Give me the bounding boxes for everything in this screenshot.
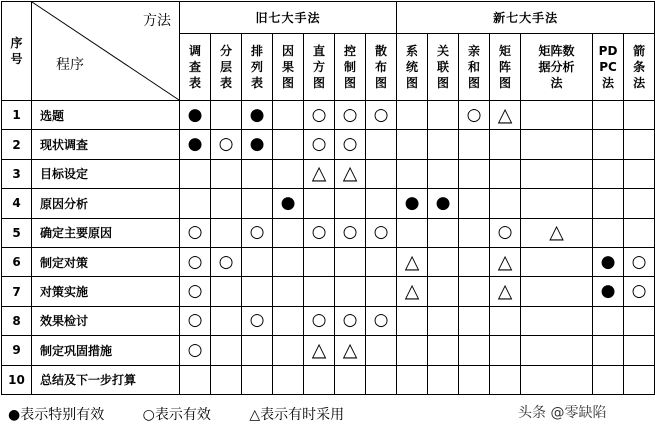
sometimes-mark: △	[497, 103, 513, 126]
header-row-groups	[2, 2, 655, 34]
matrix-cell	[593, 247, 624, 276]
effective-mark: ○	[311, 134, 327, 155]
tool-header-12: 矩阵数 据分析 法	[521, 34, 593, 101]
matrix-cell	[211, 159, 242, 188]
matrix-cell	[180, 189, 211, 218]
effective-mark: ○	[311, 104, 327, 125]
matrix-cell	[397, 247, 428, 276]
matrix-cell	[304, 101, 335, 130]
matrix-cell	[180, 365, 211, 394]
matrix-cell	[273, 218, 304, 247]
matrix-cell	[180, 336, 211, 365]
matrix-cell	[304, 189, 335, 218]
matrix-cell	[366, 365, 397, 394]
matrix-cell	[180, 306, 211, 335]
matrix-cell	[593, 218, 624, 247]
matrix-cell	[366, 306, 397, 335]
matrix-cell	[593, 130, 624, 159]
matrix-cell	[397, 189, 428, 218]
matrix-cell	[521, 365, 593, 394]
matrix-cell	[273, 130, 304, 159]
process-step: 选题	[32, 101, 180, 130]
matrix-cell	[459, 101, 490, 130]
matrix-cell	[593, 365, 624, 394]
matrix-cell	[624, 306, 655, 335]
matrix-cell	[459, 247, 490, 276]
sometimes-mark: △	[549, 221, 564, 244]
table-row	[2, 306, 655, 335]
matrix-cell	[624, 159, 655, 188]
matrix-cell	[273, 189, 304, 218]
matrix-cell	[366, 101, 397, 130]
matrix-cell	[428, 336, 459, 365]
matrix-cell	[335, 306, 366, 335]
table-row	[2, 336, 655, 365]
very-effective-mark: ●	[187, 104, 203, 125]
matrix-cell	[593, 306, 624, 335]
tool-header-2: 分 层 表	[211, 34, 242, 101]
matrix-cell	[211, 306, 242, 335]
matrix-cell	[180, 247, 211, 276]
tool-header-13: PD PC 法	[593, 34, 624, 101]
effective-mark: ○	[187, 281, 203, 302]
effective-mark: ○	[218, 251, 234, 272]
matrix-cell	[521, 277, 593, 306]
matrix-cell	[521, 159, 593, 188]
matrix-cell	[273, 159, 304, 188]
matrix-cell	[211, 277, 242, 306]
effective-mark: ○	[342, 310, 358, 331]
matrix-cell	[624, 336, 655, 365]
matrix-cell	[490, 336, 521, 365]
row-number: 3	[2, 159, 32, 188]
legend-very-effective: ●表示特别有效	[8, 407, 105, 423]
row-number: 2	[2, 130, 32, 159]
matrix-cell	[366, 336, 397, 365]
matrix-cell	[211, 247, 242, 276]
matrix-cell	[180, 277, 211, 306]
matrix-cell	[180, 130, 211, 159]
matrix-cell	[304, 306, 335, 335]
matrix-cell	[273, 101, 304, 130]
process-step: 对策实施	[32, 277, 180, 306]
very-effective-mark: ●	[600, 281, 616, 302]
matrix-cell	[397, 218, 428, 247]
legend	[8, 404, 378, 424]
matrix-cell	[624, 247, 655, 276]
matrix-cell	[366, 130, 397, 159]
matrix-cell	[490, 306, 521, 335]
matrix-cell	[304, 365, 335, 394]
effective-mark: ○	[249, 310, 265, 331]
matrix-cell	[273, 306, 304, 335]
watermark: 头条 @零缺陷	[518, 405, 607, 421]
tool-header-4: 因 果 图	[273, 34, 304, 101]
matrix-cell	[335, 336, 366, 365]
matrix-cell	[624, 101, 655, 130]
sometimes-mark: △	[342, 338, 358, 361]
matrix-cell	[273, 277, 304, 306]
matrix-cell	[490, 189, 521, 218]
process-step: 制定巩固措施	[32, 336, 180, 365]
very-effective-mark: ●	[249, 134, 265, 155]
matrix-cell	[335, 189, 366, 218]
effective-mark: ○	[373, 104, 389, 125]
process-step: 效果检讨	[32, 306, 180, 335]
matrix-cell	[521, 101, 593, 130]
matrix-cell	[242, 130, 273, 159]
matrix-cell	[428, 247, 459, 276]
matrix-cell	[593, 189, 624, 218]
effective-mark: ○	[342, 134, 358, 155]
matrix-cell	[242, 277, 273, 306]
effective-mark: ○	[342, 104, 358, 125]
matrix-cell	[428, 306, 459, 335]
matrix-cell	[624, 189, 655, 218]
matrix-cell	[366, 218, 397, 247]
process-step: 原因分析	[32, 189, 180, 218]
matrix-cell	[242, 189, 273, 218]
tool-header-14: 箭 条 法	[624, 34, 655, 101]
effective-mark: ○	[187, 339, 203, 360]
matrix-cell	[490, 130, 521, 159]
row-number: 9	[2, 336, 32, 365]
row-number: 10	[2, 365, 32, 394]
matrix-cell	[459, 306, 490, 335]
matrix-cell	[335, 101, 366, 130]
matrix-cell	[366, 277, 397, 306]
matrix-cell	[624, 218, 655, 247]
effective-mark: ○	[631, 251, 647, 272]
very-effective-mark: ●	[187, 134, 203, 155]
tool-header-8: 系 统 图	[397, 34, 428, 101]
matrix-cell	[397, 101, 428, 130]
matrix-cell	[459, 130, 490, 159]
process-step: 制定对策	[32, 247, 180, 276]
new-seven-tools-header: 新七大手法	[397, 2, 655, 34]
effective-mark: ○	[187, 222, 203, 243]
matrix-cell	[490, 159, 521, 188]
matrix-cell	[459, 277, 490, 306]
sometimes-mark: △	[497, 280, 513, 303]
matrix-cell	[593, 277, 624, 306]
matrix-cell	[335, 247, 366, 276]
process-step: 目标设定	[32, 159, 180, 188]
sometimes-mark: △	[404, 250, 420, 273]
tool-header-7: 散 布 图	[366, 34, 397, 101]
table-row	[2, 218, 655, 247]
effective-mark: ○	[373, 310, 389, 331]
tool-header-1: 调 查 表	[180, 34, 211, 101]
matrix-cell	[459, 336, 490, 365]
effective-mark: ○	[187, 251, 203, 272]
matrix-cell	[366, 247, 397, 276]
matrix-cell	[521, 336, 593, 365]
matrix-cell	[428, 189, 459, 218]
matrix-cell	[428, 130, 459, 159]
sometimes-mark: △	[311, 162, 327, 185]
seq-header: 序 号	[2, 2, 32, 101]
row-number: 6	[2, 247, 32, 276]
matrix-cell	[211, 365, 242, 394]
matrix-cell	[624, 277, 655, 306]
matrix-cell	[304, 247, 335, 276]
matrix-cell	[521, 130, 593, 159]
matrix-cell	[397, 277, 428, 306]
matrix-cell	[211, 218, 242, 247]
matrix-cell	[180, 218, 211, 247]
tool-header-10: 亲 和 图	[459, 34, 490, 101]
matrix-cell	[242, 159, 273, 188]
matrix-cell	[593, 159, 624, 188]
matrix-cell	[304, 336, 335, 365]
table-row	[2, 159, 655, 188]
matrix-cell	[521, 218, 593, 247]
matrix-cell	[490, 365, 521, 394]
matrix-cell	[490, 101, 521, 130]
matrix-cell	[397, 306, 428, 335]
table-row	[2, 277, 655, 306]
matrix-cell	[180, 101, 211, 130]
matrix-cell	[397, 159, 428, 188]
effective-mark: ○	[249, 222, 265, 243]
very-effective-mark: ●	[249, 104, 265, 125]
matrix-cell	[273, 336, 304, 365]
process-step: 确定主要原因	[32, 218, 180, 247]
matrix-cell	[593, 101, 624, 130]
matrix-cell	[624, 365, 655, 394]
matrix-cell	[397, 365, 428, 394]
matrix-cell	[366, 189, 397, 218]
table-row	[2, 189, 655, 218]
very-effective-mark: ●	[404, 192, 420, 213]
process-step: 总结及下一步打算	[32, 365, 180, 394]
matrix-cell	[335, 365, 366, 394]
very-effective-mark: ●	[280, 192, 296, 213]
matrix-cell	[428, 101, 459, 130]
matrix-cell	[335, 218, 366, 247]
matrix-cell	[273, 365, 304, 394]
matrix-cell	[428, 159, 459, 188]
effective-mark: ○	[311, 310, 327, 331]
very-effective-mark: ●	[435, 192, 451, 213]
very-effective-mark: ●	[600, 251, 616, 272]
effective-mark: ○	[311, 222, 327, 243]
matrix-cell	[335, 130, 366, 159]
matrix-cell	[459, 159, 490, 188]
corner-header	[32, 2, 180, 101]
matrix-cell	[242, 247, 273, 276]
matrix-cell	[397, 336, 428, 365]
row-number: 7	[2, 277, 32, 306]
table-row	[2, 130, 655, 159]
effective-mark: ○	[342, 222, 358, 243]
matrix-cell	[180, 159, 211, 188]
row-number: 4	[2, 189, 32, 218]
matrix-cell	[273, 247, 304, 276]
process-label: 程序	[56, 57, 84, 73]
matrix-cell	[242, 306, 273, 335]
effective-mark: ○	[373, 222, 389, 243]
matrix-cell	[211, 189, 242, 218]
tool-header-11: 矩 阵 图	[490, 34, 521, 101]
matrix-cell	[521, 247, 593, 276]
matrix-cell	[397, 130, 428, 159]
tool-header-9: 关 联 图	[428, 34, 459, 101]
matrix-cell	[211, 101, 242, 130]
matrix-cell	[459, 365, 490, 394]
legend-sometimes: △表示有时采用	[249, 407, 345, 423]
matrix-cell	[490, 247, 521, 276]
effective-mark: ○	[631, 281, 647, 302]
matrix-cell	[428, 277, 459, 306]
legend-effective: ○表示有效	[142, 407, 211, 423]
matrix-cell	[242, 365, 273, 394]
sometimes-mark: △	[404, 280, 420, 303]
sometimes-mark: △	[311, 338, 327, 361]
effective-mark: ○	[466, 104, 482, 125]
matrix-cell	[304, 277, 335, 306]
matrix-cell	[428, 365, 459, 394]
tool-header-6: 控 制 图	[335, 34, 366, 101]
table-row	[2, 247, 655, 276]
qc-tools-table	[1, 1, 655, 395]
tool-header-3: 排 列 表	[242, 34, 273, 101]
matrix-cell	[335, 159, 366, 188]
matrix-cell	[304, 218, 335, 247]
sometimes-mark: △	[342, 162, 358, 185]
method-label: 方法	[143, 13, 171, 29]
matrix-cell	[242, 336, 273, 365]
matrix-cell	[304, 130, 335, 159]
effective-mark: ○	[218, 134, 234, 155]
matrix-cell	[624, 130, 655, 159]
matrix-cell	[459, 189, 490, 218]
matrix-cell	[521, 189, 593, 218]
old-seven-tools-header: 旧七大手法	[180, 2, 397, 34]
matrix-cell	[490, 277, 521, 306]
matrix-cell	[242, 218, 273, 247]
row-number: 8	[2, 306, 32, 335]
matrix-cell	[366, 159, 397, 188]
row-number: 5	[2, 218, 32, 247]
matrix-cell	[242, 101, 273, 130]
row-number: 1	[2, 101, 32, 130]
matrix-cell	[304, 159, 335, 188]
matrix-cell	[335, 277, 366, 306]
matrix-cell	[428, 218, 459, 247]
table-row	[2, 101, 655, 130]
matrix-cell	[593, 336, 624, 365]
process-step: 现状调查	[32, 130, 180, 159]
effective-mark: ○	[497, 222, 513, 243]
matrix-cell	[211, 130, 242, 159]
matrix-cell	[521, 306, 593, 335]
matrix-cell	[490, 218, 521, 247]
effective-mark: ○	[187, 310, 203, 331]
matrix-cell	[211, 336, 242, 365]
table-row	[2, 365, 655, 394]
tool-header-5: 直 方 图	[304, 34, 335, 101]
matrix-cell	[459, 218, 490, 247]
sometimes-mark: △	[497, 250, 513, 273]
